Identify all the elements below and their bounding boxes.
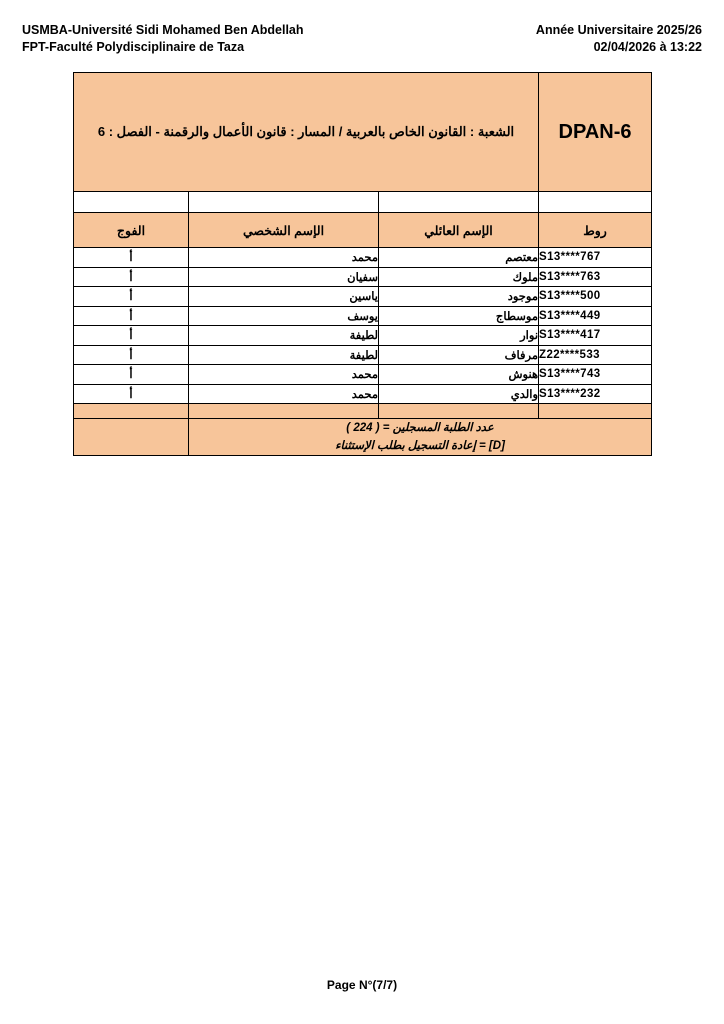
program-code: DPAN-6 xyxy=(539,73,652,192)
cell-code: S13****449 xyxy=(539,306,652,326)
page-number: Page N°(7/7) xyxy=(326,978,398,992)
document-header xyxy=(0,0,724,56)
cell-nom: مرفاف xyxy=(379,345,539,365)
cell-code: S13****500 xyxy=(539,287,652,307)
table-row xyxy=(74,267,652,287)
summary-left-cell xyxy=(74,419,189,456)
cell-fouj: أ xyxy=(74,267,189,287)
column-header-code: روط xyxy=(539,213,652,248)
cell-prenom: محمد xyxy=(189,365,379,385)
page-footer xyxy=(0,978,724,992)
spacer-cell-4 xyxy=(539,192,652,213)
summary-note xyxy=(189,419,652,456)
column-header-prenom: الإسم الشخصي xyxy=(189,213,379,248)
cell-prenom: لطيفة xyxy=(189,326,379,346)
title-row xyxy=(74,73,652,192)
header-left-block xyxy=(22,22,304,56)
cell-prenom: سفيان xyxy=(189,267,379,287)
table-row xyxy=(74,345,652,365)
cell-prenom: لطيفة xyxy=(189,345,379,365)
faculty-name: FPT-Faculté Polydisciplinaire de Taza xyxy=(22,40,245,54)
cell-fouj: أ xyxy=(74,248,189,268)
header-right-block xyxy=(536,22,702,56)
student-list-table xyxy=(73,72,652,456)
cell-fouj: أ xyxy=(74,384,189,404)
cell-nom: معتصم xyxy=(379,248,539,268)
gap-cell-2 xyxy=(189,404,379,419)
cell-nom: نوار xyxy=(379,326,539,346)
gap-cell-4 xyxy=(539,404,652,419)
column-header-nom: الإسم العائلي xyxy=(379,213,539,248)
cell-nom: والدي xyxy=(379,384,539,404)
cell-nom: هنوش xyxy=(379,365,539,385)
cell-prenom: محمد xyxy=(189,248,379,268)
table-row xyxy=(74,248,652,268)
spacer-cell-3 xyxy=(379,192,539,213)
student-list-table-wrap xyxy=(73,72,651,456)
cell-code: S13****743 xyxy=(539,365,652,385)
cell-code: Z22****533 xyxy=(539,345,652,365)
column-header-fouj: الفوج xyxy=(74,213,189,248)
university-name: USMBA-Université Sidi Mohamed Ben Abdellah xyxy=(22,23,304,37)
cell-fouj: أ xyxy=(74,326,189,346)
cell-nom: ملوك xyxy=(379,267,539,287)
cell-prenom: محمد xyxy=(189,384,379,404)
table-row xyxy=(74,326,652,346)
table-row xyxy=(74,384,652,404)
cell-fouj: أ xyxy=(74,365,189,385)
spacer-cell-1 xyxy=(74,192,189,213)
gap-cell-1 xyxy=(74,404,189,419)
table-row xyxy=(74,365,652,385)
cell-prenom: ياسين xyxy=(189,287,379,307)
print-datetime: 02/04/2026 à 13:22 xyxy=(593,40,702,54)
spacer-row xyxy=(74,192,652,213)
gap-row xyxy=(74,404,652,419)
cell-code: S13****232 xyxy=(539,384,652,404)
table-header-row xyxy=(74,213,652,248)
gap-cell-3 xyxy=(379,404,539,419)
cell-nom: موجود xyxy=(379,287,539,307)
registered-count: عدد الطلبة المسجلين = ( 224 ) xyxy=(346,422,494,434)
exception-legend: [D] = إعادة التسجيل بطلب الإستثناء xyxy=(335,440,505,452)
cell-fouj: أ xyxy=(74,306,189,326)
summary-row xyxy=(74,419,652,456)
cell-nom: موسطاج xyxy=(379,306,539,326)
cell-fouj: أ xyxy=(74,345,189,365)
spacer-cell-2 xyxy=(189,192,379,213)
table-row xyxy=(74,306,652,326)
cell-code: S13****417 xyxy=(539,326,652,346)
academic-year: Année Universitaire 2025/26 xyxy=(535,23,702,37)
cell-prenom: يوسف xyxy=(189,306,379,326)
program-title: الشعبة : القانون الخاص بالعربية / المسار : قانون الأعمال والرقمنة - الفصل : 6 xyxy=(74,73,539,192)
cell-fouj: أ xyxy=(74,287,189,307)
cell-code: S13****767 xyxy=(539,248,652,268)
cell-code: S13****763 xyxy=(539,267,652,287)
table-row xyxy=(74,287,652,307)
